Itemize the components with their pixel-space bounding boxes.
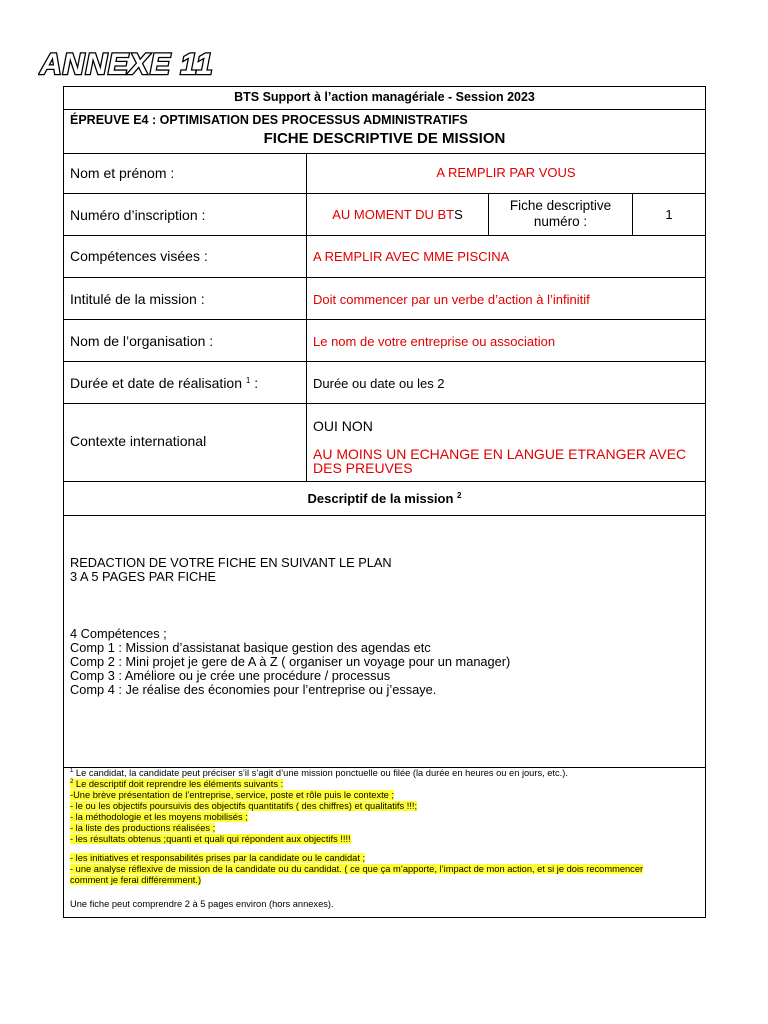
competence-line: Comp 4 : Je réalise des économies pour l’entreprise ou j’essaye.: [70, 682, 437, 697]
intitule-label: Intitulé de la mission :: [70, 291, 205, 307]
footnote-item-text: - les résultats obtenus ;quanti et quali qui répondent aux objectifs !!!!: [70, 834, 351, 844]
inscription-value-main: AU MOMENT DU BT: [332, 207, 455, 222]
duree-label-text: Durée et date de réalisation: [70, 375, 242, 391]
organisation-label: Nom de l’organisation :: [70, 333, 214, 349]
footnote-1-text: Le candidat, la candidate peut préciser s’il s’agit d’une mission ponctuelle ou filée (la durée en heures ou en jours, etc.).: [73, 768, 568, 778]
fiche-title: FICHE DESCRIPTIVE DE MISSION: [263, 130, 506, 147]
fiche-num-label-2: numéro :: [533, 214, 588, 229]
competence-line: Comp 3 : Améliore ou je crée une procédure / processus: [70, 668, 391, 683]
footnote-item: [70, 875, 201, 886]
intitule-value[interactable]: Doit commencer par un verbe d’action à l’infinitif: [313, 292, 590, 307]
footnote-item: [70, 834, 351, 845]
descriptif-title-text: Descriptif de la mission: [307, 491, 454, 506]
contexte-note-line-2: DES PREUVES: [313, 460, 413, 476]
footnote-item: [70, 853, 365, 864]
title-row: [64, 110, 705, 154]
footnote-1: [70, 768, 568, 779]
footnote-2-text: Le descriptif doit reprendre les éléments suivants :: [73, 779, 284, 789]
annexe-title: [38, 46, 248, 80]
contexte-note: [313, 447, 686, 475]
plan-line: 3 A 5 PAGES PAR FICHE: [70, 569, 217, 584]
nom-row: [64, 154, 705, 194]
duree-label: [70, 375, 258, 391]
nom-value[interactable]: A REMPLIR PAR VOUS: [436, 165, 576, 180]
footnote-item: [70, 823, 215, 834]
footnote-item-text: - la méthodologie et les moyens mobilisés ;: [70, 812, 248, 822]
contexte-label: Contexte international: [70, 433, 207, 449]
annexe-title-text: ANNEXE 11: [40, 48, 214, 80]
footnote-item-text: - la liste des productions réalisées ;: [70, 823, 216, 833]
competences-value[interactable]: A REMPLIR AVEC MME PISCINA: [313, 249, 510, 264]
intitule-row: [64, 278, 705, 320]
inscription-row: [64, 194, 705, 236]
footnote-closing: Une fiche peut comprendre 2 à 5 pages environ (hors annexes).: [70, 899, 334, 909]
footnote-item-text: comment je ferai différemment.): [70, 875, 202, 885]
competences-row: [64, 236, 705, 278]
plan-instructions: [70, 556, 392, 584]
footnote-item: [70, 801, 417, 812]
nom-label: Nom et prénom :: [70, 165, 175, 181]
fiche-num-label: [489, 198, 632, 230]
footnote-item: [70, 812, 248, 823]
footnote-2-marker: 2: [70, 779, 74, 785]
organisation-value[interactable]: Le nom de votre entreprise ou association: [313, 334, 556, 349]
contexte-note-line-1: AU MOINS UN ECHANGE EN LANGUE ETRANGER AVEC: [313, 446, 687, 462]
session-title: BTS Support à l’action managériale - Session 2023: [234, 90, 535, 104]
footnote-item-text: -Une brève présentation de l’entreprise, service, poste et rôle puis le contexte ;: [70, 790, 395, 800]
competence-line: Comp 2 : Mini projet je gere de A à Z ( organiser un voyage pour un manager): [70, 654, 511, 669]
contexte-row: [64, 404, 705, 482]
descriptif-header-row: [64, 482, 705, 516]
footnote-item-text: - le ou les objectifs poursuivis des objectifs quantitatifs ( des chiffres) et qualitatifs !!!;: [70, 801, 418, 811]
inscription-value[interactable]: [307, 207, 488, 222]
competences-label: Compétences visées :: [70, 248, 208, 264]
session-row: [64, 87, 705, 110]
fiche-num-value[interactable]: 1: [665, 207, 673, 222]
duree-label-colon: :: [250, 375, 259, 391]
duree-row: [64, 362, 705, 404]
epreuve-title: ÉPREUVE E4 : OPTIMISATION DES PROCESSUS ADMINISTRATIFS: [70, 113, 468, 127]
fiche-num-label-1: Fiche descriptive: [509, 198, 612, 213]
contexte-oui-non[interactable]: OUI NON: [313, 418, 373, 434]
footnote-item-text: - une analyse réflexive de mission de la candidate ou du candidat. ( ce que ça m’apporte, l’impact de mon action, et si je dois recommencer: [70, 864, 644, 874]
footnote-ref-2: 2: [457, 491, 462, 500]
descriptif-title: [64, 491, 705, 506]
mission-form: [63, 86, 706, 918]
competence-line: 4 Compétences ;: [70, 626, 167, 641]
duree-value[interactable]: Durée ou date ou les 2: [313, 376, 445, 391]
footnote-ref-1: 1: [245, 376, 251, 385]
organisation-row: [64, 320, 705, 362]
footnote-item-text: - les initiatives et responsabilités prises par la candidate ou le candidat ;: [70, 853, 366, 863]
competence-line: Comp 1 : Mission d’assistanat basique gestion des agendas etc: [70, 640, 431, 655]
inscription-value-tail: S: [454, 207, 463, 222]
footnote-item: [70, 864, 643, 875]
inscription-label: Numéro d’inscription :: [70, 207, 206, 223]
footnotes: [64, 768, 705, 917]
footnote-1-marker: 1: [70, 768, 74, 774]
descriptif-content[interactable]: [64, 516, 705, 768]
footnote-2: [70, 779, 283, 790]
competences-list: [70, 627, 510, 697]
footnote-item: [70, 790, 394, 801]
plan-line: REDACTION DE VOTRE FICHE EN SUIVANT LE PLAN: [70, 555, 392, 570]
